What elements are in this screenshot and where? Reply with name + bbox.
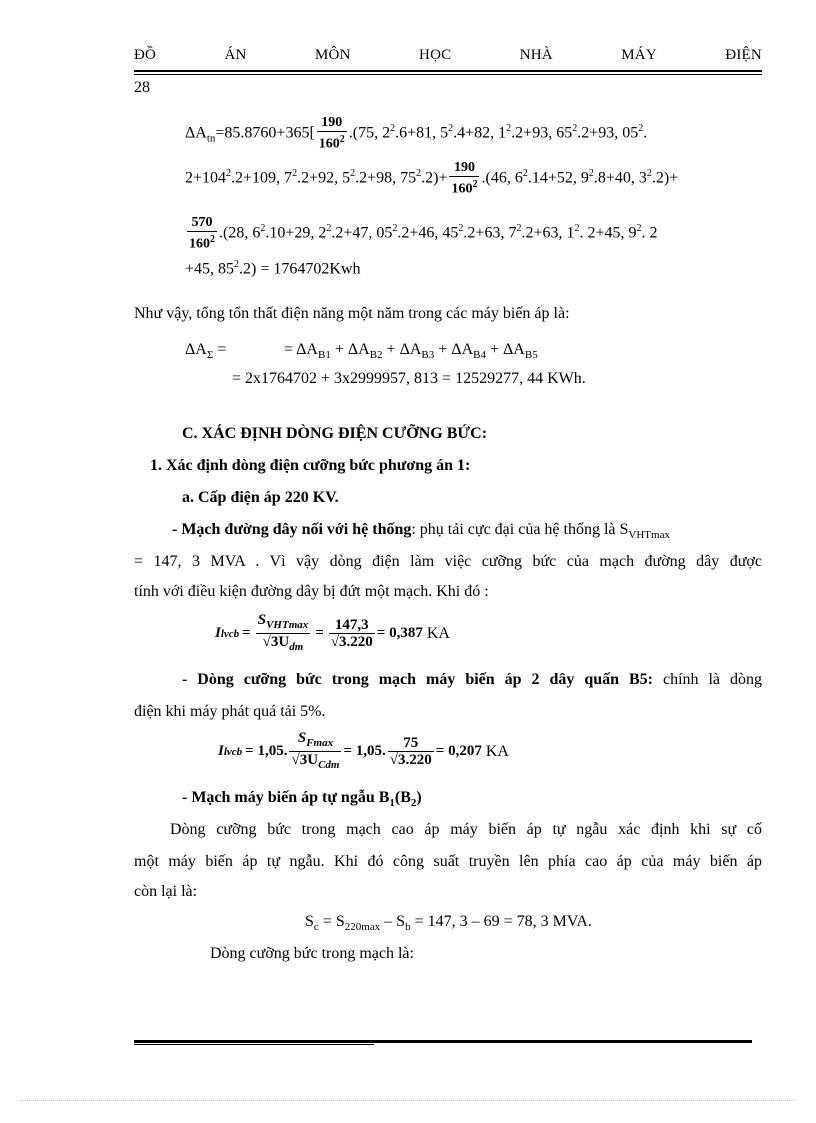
summary-result: = 2x1764702 + 3x2999957, 813 = 12529277, 44 KWh. [232, 370, 586, 387]
section-1-heading: 1. Xác định dòng điện cưỡng bức phương án 1: [150, 457, 471, 474]
footer-rule-thin [134, 1044, 374, 1045]
formula-tn-line-1: $\Delta A_{tn}=85.8760+365$[ $\frac{190}{160^2}$ .(75, $2^2.6+81$, $5^2.4+82$, $1^2.2+93$, $65^2.2+93$, $05^2$. [185, 115, 648, 152]
section-a-heading: a. Cấp điện áp 220 KV. [182, 489, 339, 506]
para3-line1: Dòng cưỡng bức trong mạch cao áp máy biến áp tự ngẫu xác định khi sự cố [170, 821, 762, 838]
formula-tn-line-2: $2+104^2.2+109$, $7^2.2+92$, $5^2.2+98$, $75^2.2)+$ $\frac{190}{160^2}$ .(46, $6^2.14+52$, $9^2.8+40$, $3^2.2)+$ [185, 160, 679, 197]
para2-line1: - Dòng cưỡng bức trong mạch máy biến áp 2 dây quấn B5: chính là dòng [182, 671, 762, 688]
fraction: $\frac{570}{160^2}$ [189, 215, 215, 252]
para1-line3: tính với điều kiện đường dây bị đứt một mạch. Khi đó : [134, 583, 489, 600]
summary-sum-lhs: $\Delta A_\Sigma$ = [185, 341, 227, 362]
header-word: HỌC [419, 47, 452, 63]
para3-line3: còn lại là: [134, 883, 198, 900]
header-word: ĐIỆN [725, 47, 762, 63]
header-word: NHÀ [519, 47, 553, 63]
para3-line2: một máy biến áp tự ngẫu. Khi đó công suất truyền lên phía cao áp của máy biến áp [134, 853, 762, 870]
fraction: $\frac{147,3}{√3.220}$ [330, 617, 373, 650]
fraction: $\frac{75}{√3.220}$ [389, 735, 432, 768]
para2-line2: điện khi máy phát quá tải 5%. [134, 703, 326, 720]
fraction: $\frac{190}{160^2}$ [318, 115, 345, 152]
equation-ilvcb-2: I lvcb = 1,05. $\frac{S_{Fmax}}{√3U_{Cdm}}$ = 1,05. $\frac{75}{√3.220}$ = 0,207 KA [218, 730, 509, 771]
fraction: $\frac{S_{Fmax}}{√3U_{Cdm}}$ [291, 730, 340, 771]
header-rule [134, 70, 762, 72]
last-line: Dòng cưỡng bức trong mạch là: [210, 945, 414, 962]
header-rule-thin [134, 74, 762, 75]
header-word: MÁY [621, 47, 657, 63]
fraction: $\frac{190}{160^2}$ [451, 160, 478, 197]
equation-sc: $S_c = S_{220max} - S_b = 147$, 3 – 69 = 78, 3 MVA. [305, 913, 592, 934]
fraction: $\frac{S_{VHTmax}}{√3U_{dm}}$ [257, 612, 309, 653]
page-header [134, 47, 762, 64]
page-number: 28 [134, 79, 150, 96]
page-edge-dots [20, 1100, 796, 1101]
header-word: ĐỒ [134, 47, 157, 63]
footer-rule [134, 1040, 752, 1043]
para3-title: - Mạch máy biến áp tự ngẫu $B_1(B_2)$ [182, 789, 422, 810]
formula-tn-line-3: $\frac{570}{160^2}$ .(28, $6^2.10+29$, $2^2.2+47$, $05^2.2+46$, $45^2.2+63$, $7^2.2+63$, $1^2$. 2+45, $9^2$. 2 [189, 215, 658, 252]
para1-line2: = 147, 3 MVA . Vì vậy dòng điện làm việc cưỡng bức của mạch đường dây được [134, 553, 762, 570]
section-c-heading: C. XÁC ĐỊNH DÒNG ĐIỆN CƯỠNG BỨC: [182, 425, 488, 442]
formula-tn-line-4: +45, $85^2.2) = 1764702Kwh$ [185, 259, 361, 278]
para1-line1: - Mạch đường dây nối với hệ thống: phụ tải cực đại của hệ thống là $S_{VHTmax}$ [172, 521, 670, 542]
summary-intro: Như vậy, tổng tổn thất điện năng một năm trong các máy biến áp là: [134, 305, 570, 322]
summary-sum-terms: = $\Delta A_{B1} + \Delta A_{B2} + \Delta A_{B3} + \Delta A_{B4} + \Delta A_{B5}$ [284, 341, 538, 362]
header-word: ÁN [224, 47, 247, 63]
header-word: MÔN [315, 47, 351, 63]
equation-ilvcb-1: I lvcb = $\frac{S_{VHTmax}}{√3U_{dm}}$ = $\frac{147,3}{√3.220}$ = 0,387 KA [215, 612, 450, 653]
